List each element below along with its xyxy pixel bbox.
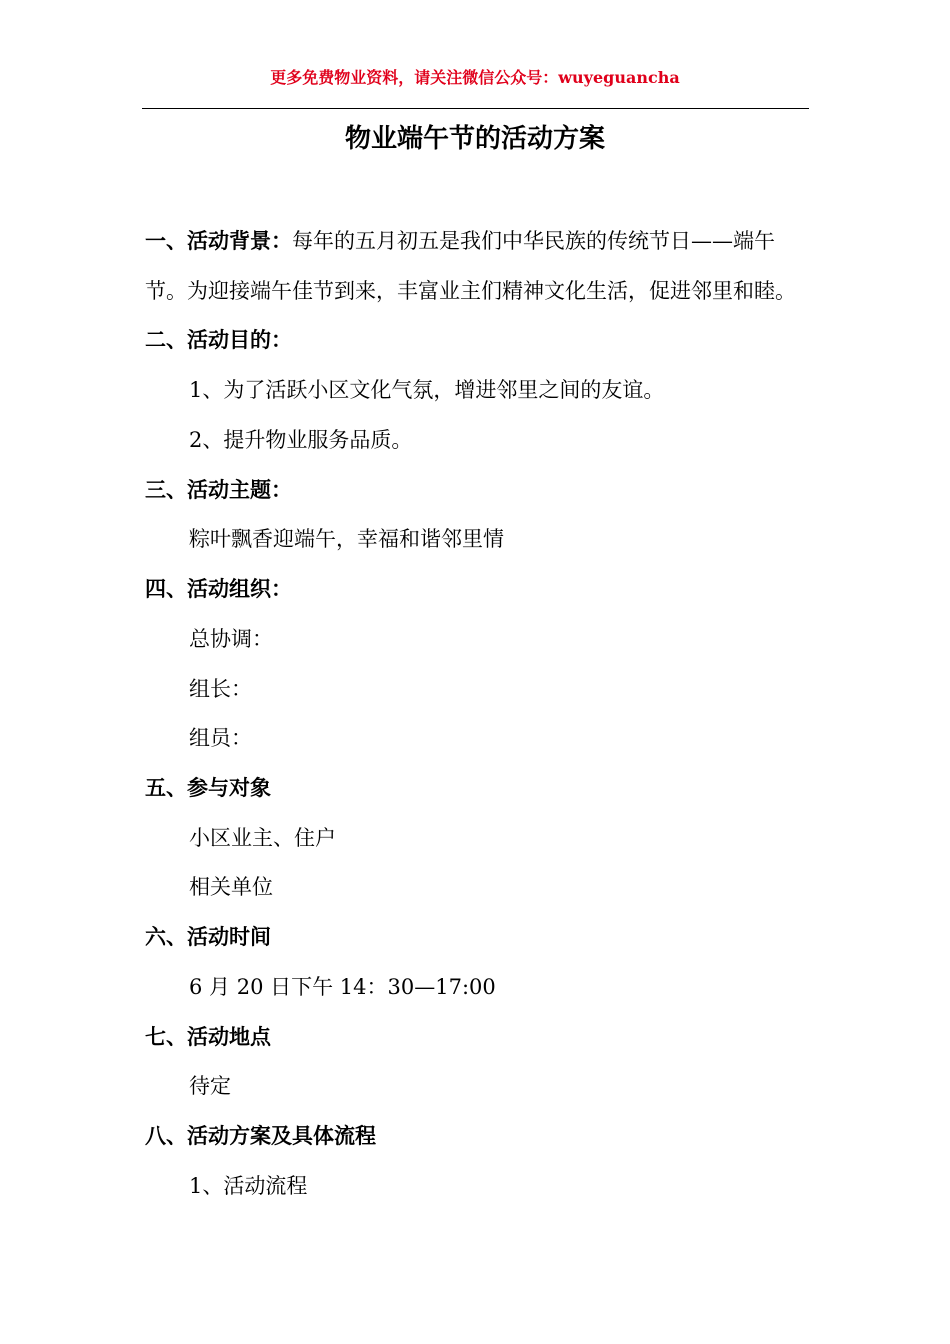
section-6-text: 6 月 20 日下午 14：30—17:00	[189, 975, 496, 999]
section-7-text: 待定	[189, 1074, 231, 1098]
section-5-heading: 五、参与对象	[145, 775, 271, 800]
section-2-heading: 二、活动目的：	[145, 327, 292, 352]
section-1-heading: 一、活动背景：	[145, 228, 292, 253]
header-note: 更多免费物业资料，请关注微信公众号：wuyeguancha	[270, 68, 680, 87]
section-4-heading: 四、活动组织：	[145, 576, 292, 601]
section-6-heading: 六、活动时间	[145, 924, 271, 949]
header-divider	[142, 108, 809, 109]
section-3-heading: 三、活动主题：	[145, 477, 292, 502]
section-2-item: 1、为了活跃小区文化气氛，增进邻里之间的友谊。	[189, 378, 665, 402]
section-5-item: 相关单位	[189, 875, 273, 899]
section-3-text: 粽叶飘香迎端午，幸福和谐邻里情	[189, 527, 504, 551]
section-5-item: 小区业主、住户	[189, 826, 336, 850]
section-1-text-line1: 每年的五月初五是我们中华民族的传统节日——端午	[292, 229, 775, 253]
section-4-item: 组长：	[189, 677, 252, 701]
section-4-item: 总协调：	[189, 627, 273, 651]
section-7-heading: 七、活动地点	[145, 1024, 271, 1049]
section-8-heading: 八、活动方案及具体流程	[145, 1123, 376, 1148]
section-8-text: 1、活动流程	[189, 1174, 308, 1198]
section-2-item: 2、提升物业服务品质。	[189, 428, 413, 452]
section-1-paragraph	[145, 226, 775, 256]
section-4-item: 组员：	[189, 726, 252, 750]
section-1-text-line2: 节。为迎接端午佳节到来，丰富业主们精神文化生活，促进邻里和睦。	[145, 279, 796, 303]
document-title: 物业端午节的活动方案	[344, 124, 605, 154]
